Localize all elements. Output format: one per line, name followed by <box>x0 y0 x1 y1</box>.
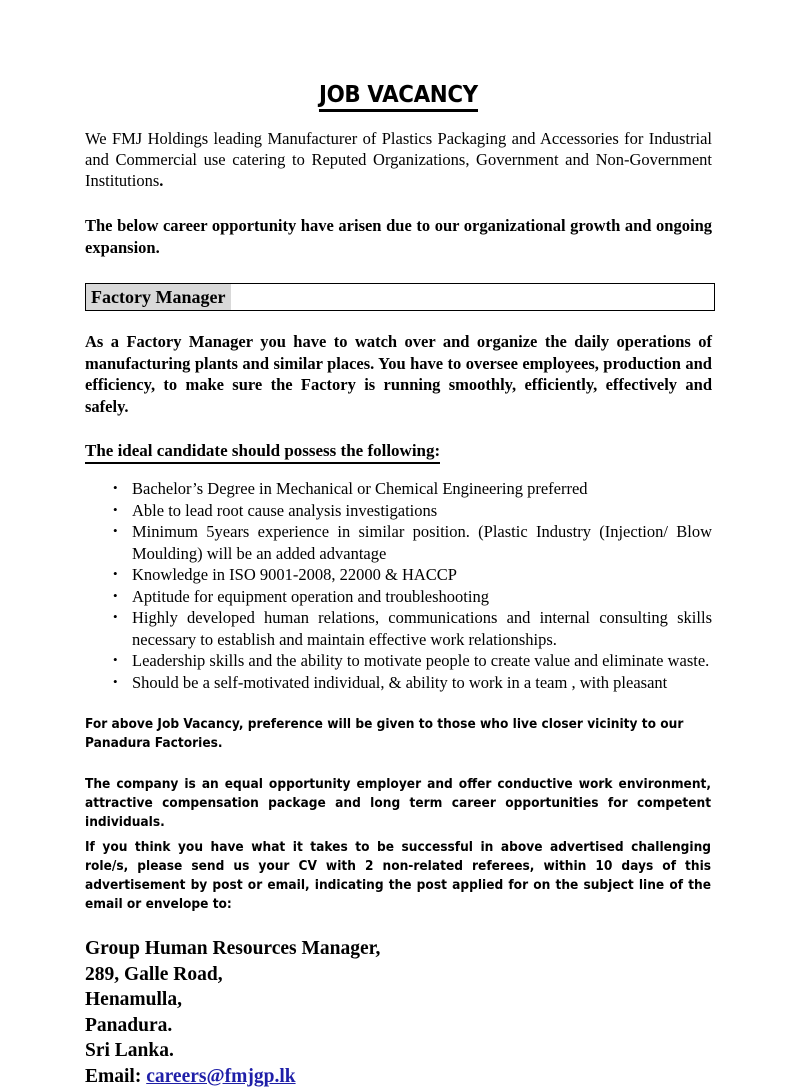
preference-note: For above Job Vacancy, preference will be given to those who live closer vicinity to our Panadura Factories. <box>85 693 711 753</box>
list-item: • Highly developed human relations, communications and internal consulting skills necessary to establish and maintain effective work relationships. <box>132 607 712 650</box>
intro-period: . <box>159 171 163 190</box>
email-link[interactable]: careers@fmjgp.lk <box>146 1066 295 1087</box>
contact-line-area: Henamulla, <box>85 987 712 1013</box>
email-label: Email: <box>85 1066 141 1087</box>
contact-line-email <box>85 1064 712 1089</box>
intro-paragraph <box>85 112 712 191</box>
equal-opportunity-note: The company is an equal opportunity employer and offer conductive work environment, attractive compensation package and long term career opportunities for competent individuals. <box>85 753 711 832</box>
growth-statement: The below career opportunity have arisen due to our organizational growth and ongoing expansion. <box>85 191 712 259</box>
role-title-box <box>85 283 715 311</box>
list-item: • Bachelor’s Degree in Mechanical or Chemical Engineering preferred <box>132 478 712 500</box>
contact-line-recipient: Group Human Resources Manager, <box>85 936 712 962</box>
document-page <box>85 0 712 1089</box>
contact-line-street: 289, Galle Road, <box>85 962 712 988</box>
contact-line-country: Sri Lanka. <box>85 1038 712 1064</box>
list-item: • Knowledge in ISO 9001-2008, 22000 & HACCP <box>132 564 712 586</box>
role-description: As a Factory Manager you have to watch over and organize the daily operations of manufacturing plants and similar places. You have to oversee employees, production and efficiency, to make sure the Factory is running smoothly, efficiently, effectively and safely. <box>85 311 712 417</box>
role-title: Factory Manager <box>86 284 231 310</box>
page-title <box>85 0 712 112</box>
list-item: • Leadership skills and the ability to motivate people to create value and eliminate waste. <box>132 650 712 672</box>
page-title-text: JOB VACANCY <box>319 84 478 112</box>
contact-address-block <box>85 914 712 1089</box>
application-instructions: If you think you have what it takes to be successful in above advertised challenging role/s, please send us your CV with 2 non-related referees, within 10 days of this advertisement by post or email, indicating the post applied for on the subject line of the email or envelope to: <box>85 832 711 914</box>
list-item: • Should be a self-motivated individual, & ability to work in a team , with pleasant <box>132 672 712 694</box>
requirements-list <box>85 464 712 693</box>
requirements-heading-text: The ideal candidate should possess the following: <box>85 441 440 464</box>
requirements-heading <box>85 417 712 464</box>
list-item: • Aptitude for equipment operation and troubleshooting <box>132 586 712 608</box>
list-item: • Able to lead root cause analysis investigations <box>132 500 712 522</box>
list-item: • Minimum 5years experience in similar position. (Plastic Industry (Injection/ Blow Moulding) will be an added advantage <box>132 521 712 564</box>
contact-line-city: Panadura. <box>85 1013 712 1039</box>
intro-text: We FMJ Holdings leading Manufacturer of Plastics Packaging and Accessories for Industrial and Commercial use catering to Reputed Organizations, Government and Non-Government Institutions <box>85 129 712 190</box>
